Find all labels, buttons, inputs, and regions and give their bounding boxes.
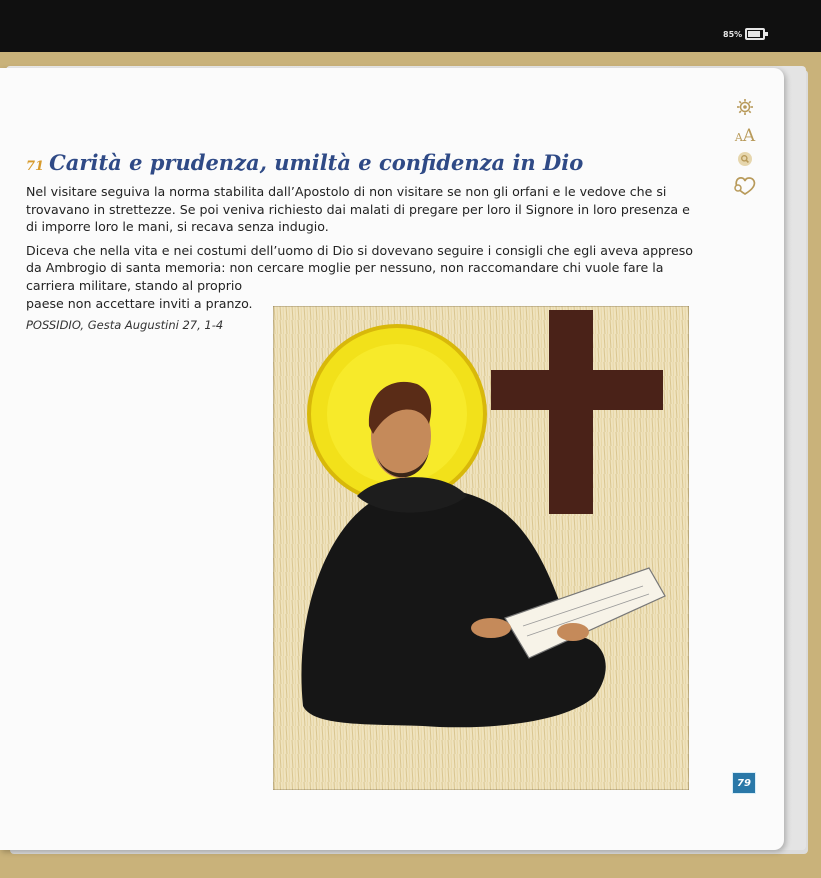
battery-fill xyxy=(748,31,760,37)
text-line: carriera militare, stando al proprio xyxy=(26,277,243,293)
paragraph-1 xyxy=(26,183,706,236)
text-line: di imporre loro le mani, si recava senza indugio. xyxy=(26,219,329,235)
search-icon[interactable] xyxy=(730,150,760,172)
saint-drawing xyxy=(273,306,689,790)
saint-illustration xyxy=(273,306,689,790)
text-line: Nel visitare seguiva la norma stabilita dall’Apostolo di non visitare se non gli orfani e le vedove che si xyxy=(26,184,667,199)
settings-icon[interactable] xyxy=(730,98,760,120)
body-text xyxy=(26,183,706,318)
device-status-bar xyxy=(0,0,821,52)
paragraph-2 xyxy=(26,242,706,312)
bookmark-icon[interactable] xyxy=(730,176,760,200)
text-line: da Ambrogio di santa memoria: non cercare moglie per nessuno, non raccomandare chi vuole fare la xyxy=(26,260,664,276)
chapter-number: 71 xyxy=(26,159,45,174)
citation: POSSIDIO, Gesta Augustini 27, 1-4 xyxy=(26,318,224,332)
battery-icon xyxy=(745,28,765,40)
text-line: paese non accettare inviti a pranzo. xyxy=(26,295,253,311)
text-line: trovavano in strettezze. Se poi veniva richiesto dai malati di pregare per loro il Signore in loro presenza e xyxy=(26,201,690,217)
font-size-label: AA xyxy=(734,126,756,146)
chapter-heading xyxy=(26,150,583,175)
page-number-badge: 79 xyxy=(732,772,756,794)
battery-percent: 85% xyxy=(723,30,743,39)
chapter-title: Carità e prudenza, umiltà e confidenza in Dio xyxy=(49,150,584,175)
font-size-icon[interactable] xyxy=(730,126,760,146)
text-line: Diceva che nella vita e nei costumi dell’uomo di Dio si dovevano seguire i consigli che egli aveva appreso xyxy=(26,242,693,258)
